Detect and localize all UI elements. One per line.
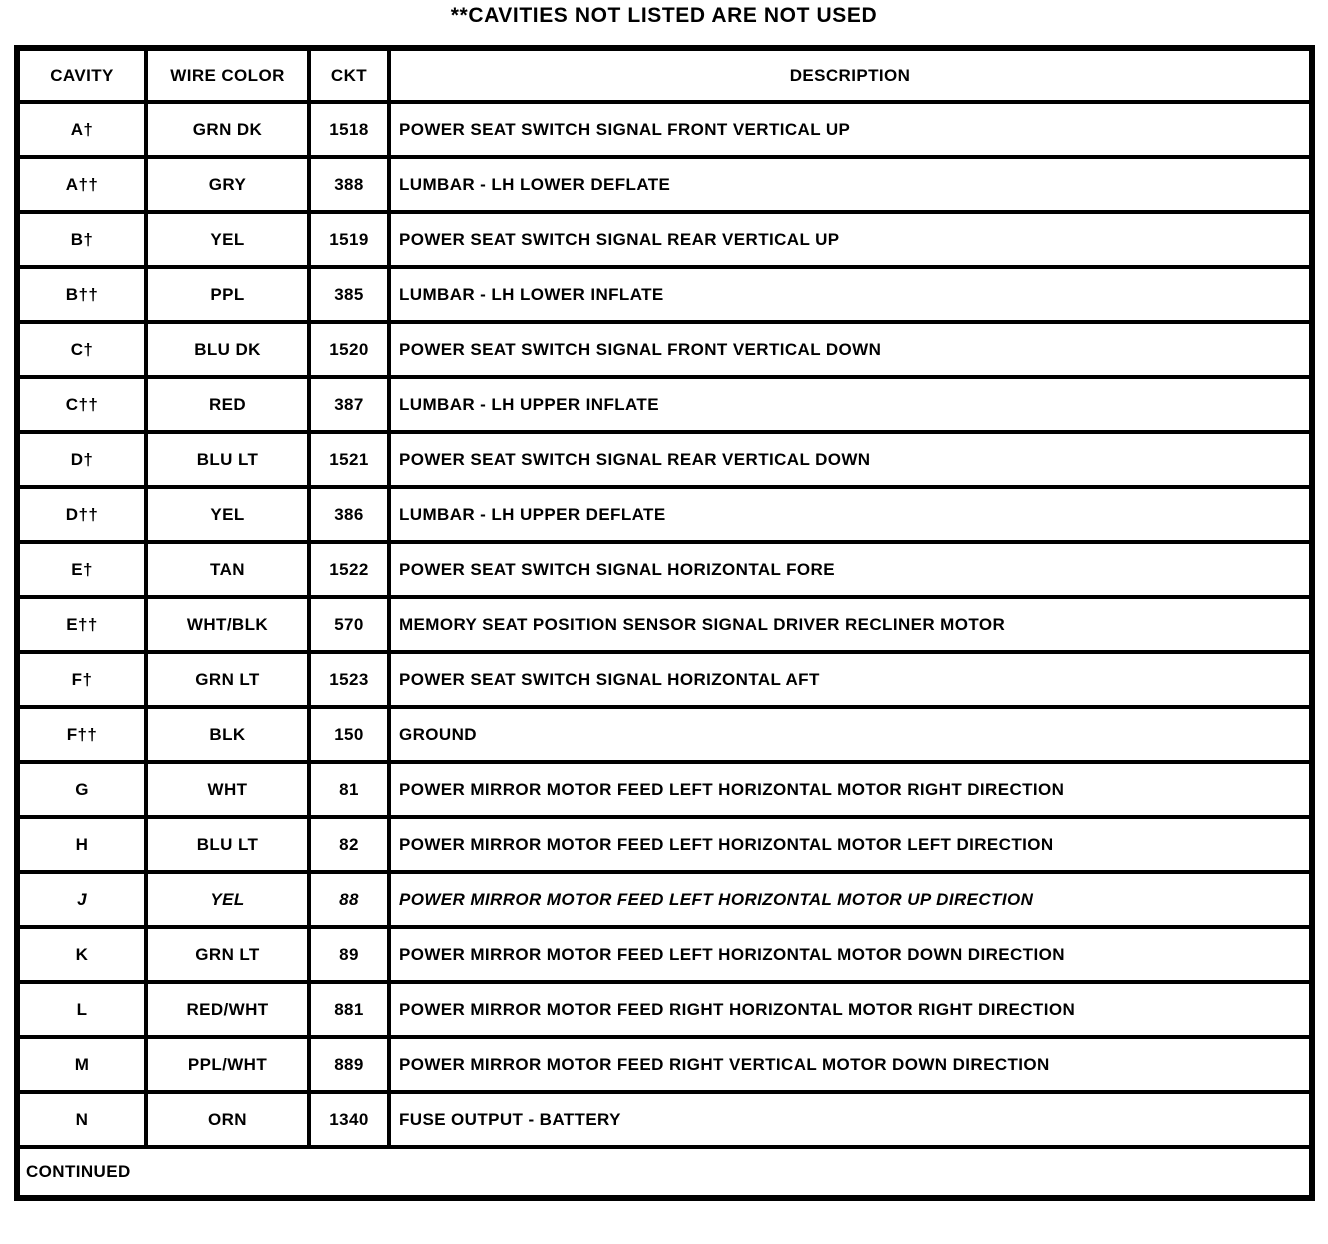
table-cell-cavity: B†† (17, 267, 146, 322)
table-cell-wire-color: TAN (146, 542, 309, 597)
table-cell-ckt: 1518 (309, 102, 389, 157)
table-row (17, 872, 1312, 927)
table-cell-wire-color: WHT/BLK (146, 597, 309, 652)
table-cell-wire-color: YEL (146, 872, 309, 927)
table-cell-ckt: 881 (309, 982, 389, 1037)
table-cell-cavity: M (17, 1037, 146, 1092)
table-cell-description: MEMORY SEAT POSITION SENSOR SIGNAL DRIVER RECLINER MOTOR (389, 597, 1312, 652)
table-cell-description: GROUND (389, 707, 1312, 762)
table-row (17, 597, 1312, 652)
table-row (17, 157, 1312, 212)
page-title: **CAVITIES NOT LISTED ARE NOT USED (450, 4, 878, 27)
table-cell-cavity: G (17, 762, 146, 817)
table-cell-ckt: 1521 (309, 432, 389, 487)
table-cell-description: POWER MIRROR MOTOR FEED LEFT HORIZONTAL MOTOR DOWN DIRECTION (389, 927, 1312, 982)
table-cell-ckt: 388 (309, 157, 389, 212)
table-cell-cavity: E†† (17, 597, 146, 652)
table-cell-wire-color: BLK (146, 707, 309, 762)
table-cell-description: LUMBAR - LH LOWER DEFLATE (389, 157, 1312, 212)
table-cell-wire-color: WHT (146, 762, 309, 817)
table-cell-wire-color: ORN (146, 1092, 309, 1147)
continued-row (17, 1147, 1312, 1198)
table-cell-description: POWER MIRROR MOTOR FEED RIGHT HORIZONTAL MOTOR RIGHT DIRECTION (389, 982, 1312, 1037)
table-cell-cavity: F†† (17, 707, 146, 762)
table-cell-ckt: 570 (309, 597, 389, 652)
table-cell-ckt: 88 (309, 872, 389, 927)
header-row (17, 48, 1312, 102)
table-cell-description: LUMBAR - LH UPPER DEFLATE (389, 487, 1312, 542)
table-cell-wire-color: GRY (146, 157, 309, 212)
table-cell-description: POWER SEAT SWITCH SIGNAL REAR VERTICAL UP (389, 212, 1312, 267)
table-cell-cavity: J (17, 872, 146, 927)
table-cell-wire-color: BLU DK (146, 322, 309, 377)
table-cell-cavity: A†† (17, 157, 146, 212)
table-cell-description: POWER SEAT SWITCH SIGNAL FRONT VERTICAL DOWN (389, 322, 1312, 377)
table-cell-ckt: 89 (309, 927, 389, 982)
table-cell-wire-color: GRN LT (146, 927, 309, 982)
table-cell-description: POWER SEAT SWITCH SIGNAL HORIZONTAL AFT (389, 652, 1312, 707)
table-cell-ckt: 82 (309, 817, 389, 872)
table-cell-wire-color: PPL/WHT (146, 1037, 309, 1092)
table-cell-wire-color: GRN DK (146, 102, 309, 157)
table-cell-ckt: 1520 (309, 322, 389, 377)
table-cell-wire-color: RED/WHT (146, 982, 309, 1037)
table-row (17, 1037, 1312, 1092)
table-cell-cavity: D† (17, 432, 146, 487)
table-cell-description: POWER MIRROR MOTOR FEED LEFT HORIZONTAL MOTOR LEFT DIRECTION (389, 817, 1312, 872)
table-cell-cavity: K (17, 927, 146, 982)
table-row (17, 817, 1312, 872)
table-cell-cavity: F† (17, 652, 146, 707)
table-cell-wire-color: YEL (146, 212, 309, 267)
table-cell-wire-color: RED (146, 377, 309, 432)
table-row (17, 267, 1312, 322)
table-cell-cavity: C† (17, 322, 146, 377)
table-cell-cavity: N (17, 1092, 146, 1147)
table-cell-cavity: A† (17, 102, 146, 157)
table-cell-description: POWER SEAT SWITCH SIGNAL REAR VERTICAL DOWN (389, 432, 1312, 487)
table-cell-description: POWER MIRROR MOTOR FEED LEFT HORIZONTAL MOTOR UP DIRECTION (389, 872, 1312, 927)
table-cell-wire-color: BLU LT (146, 817, 309, 872)
table-cell-description: LUMBAR - LH LOWER INFLATE (389, 267, 1312, 322)
table-row (17, 707, 1312, 762)
table-cell-description: POWER MIRROR MOTOR FEED RIGHT VERTICAL MOTOR DOWN DIRECTION (389, 1037, 1312, 1092)
table-row (17, 982, 1312, 1037)
table-cell-ckt: 387 (309, 377, 389, 432)
table-cell-ckt: 889 (309, 1037, 389, 1092)
table-row (17, 102, 1312, 157)
table-cell-cavity: E† (17, 542, 146, 597)
table-cell-wire-color: GRN LT (146, 652, 309, 707)
table-cell-description: LUMBAR - LH UPPER INFLATE (389, 377, 1312, 432)
table-cell-ckt: 81 (309, 762, 389, 817)
table-cell-cavity: D†† (17, 487, 146, 542)
table-cell-cavity: H (17, 817, 146, 872)
table-row (17, 762, 1312, 817)
table-cell-ckt: 1519 (309, 212, 389, 267)
table-row (17, 432, 1312, 487)
cavity-table (14, 45, 1315, 1201)
table-cell-wire-color: BLU LT (146, 432, 309, 487)
table-cell-description: POWER MIRROR MOTOR FEED LEFT HORIZONTAL MOTOR RIGHT DIRECTION (389, 762, 1312, 817)
continued-label: CONTINUED (17, 1147, 1312, 1198)
table-row (17, 1092, 1312, 1147)
table-cell-ckt: 385 (309, 267, 389, 322)
table-cell-description: POWER SEAT SWITCH SIGNAL FRONT VERTICAL UP (389, 102, 1312, 157)
table-cell-wire-color: PPL (146, 267, 309, 322)
table-row (17, 487, 1312, 542)
table-row (17, 542, 1312, 597)
table-cell-ckt: 1522 (309, 542, 389, 597)
table-cell-ckt: 1523 (309, 652, 389, 707)
table-cell-description: FUSE OUTPUT - BATTERY (389, 1092, 1312, 1147)
column-header-wire-color: WIRE COLOR (146, 48, 309, 102)
table-cell-ckt: 150 (309, 707, 389, 762)
table-cell-cavity: C†† (17, 377, 146, 432)
table-row (17, 322, 1312, 377)
table-cell-ckt: 1340 (309, 1092, 389, 1147)
table-row (17, 927, 1312, 982)
table-cell-wire-color: YEL (146, 487, 309, 542)
column-header-cavity: CAVITY (17, 48, 146, 102)
table-cell-description: POWER SEAT SWITCH SIGNAL HORIZONTAL FORE (389, 542, 1312, 597)
table-cell-cavity: L (17, 982, 146, 1037)
column-header-ckt: CKT (309, 48, 389, 102)
table-row (17, 377, 1312, 432)
column-header-description: DESCRIPTION (389, 48, 1312, 102)
table-row (17, 652, 1312, 707)
table-row (17, 212, 1312, 267)
table-cell-ckt: 386 (309, 487, 389, 542)
table-cell-cavity: B† (17, 212, 146, 267)
